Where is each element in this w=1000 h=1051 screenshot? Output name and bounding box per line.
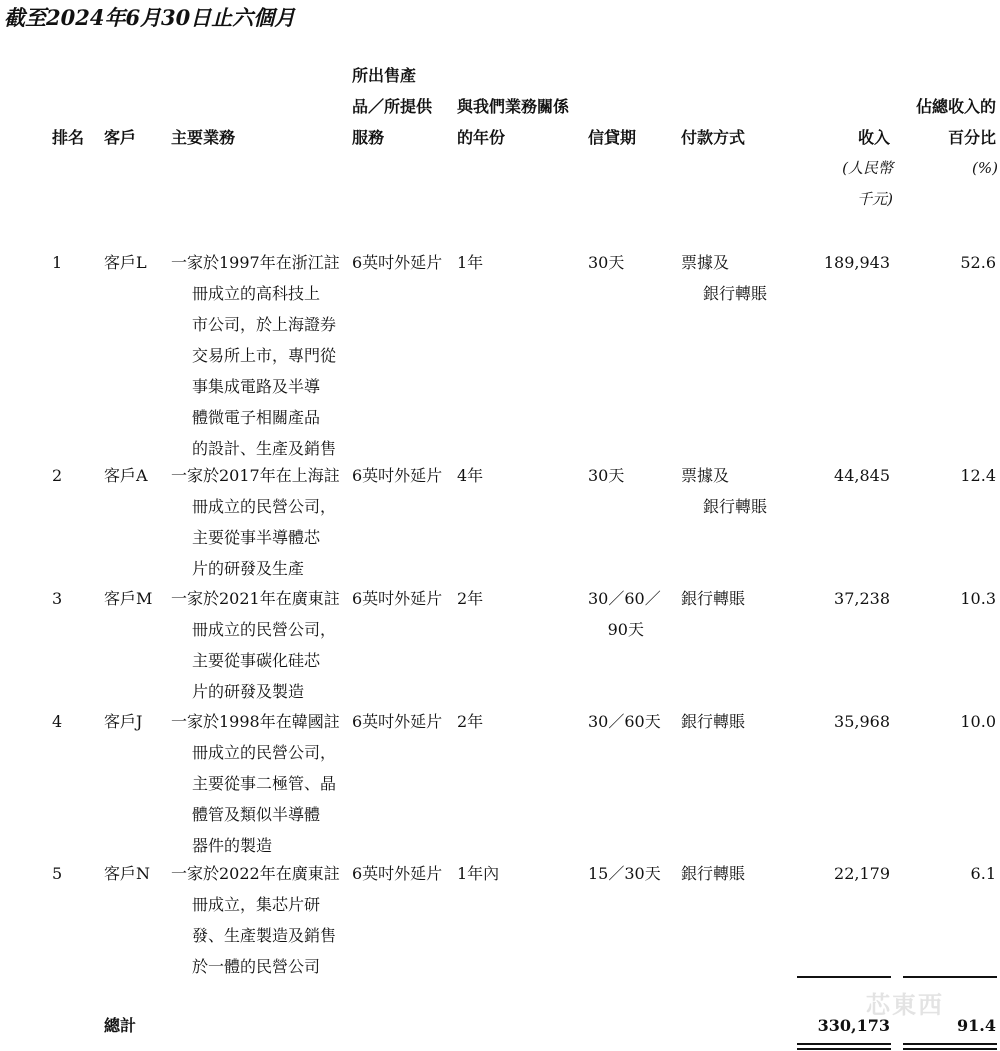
payment-line: 票據及 — [681, 253, 730, 272]
header-product-line-3: 服務 — [352, 128, 385, 147]
header-years-line-1: 與我們業務關係 — [457, 97, 570, 116]
credit-line: 30／60／ — [588, 589, 661, 608]
business-line: 主要從事二極管、晶 — [192, 774, 337, 793]
business-line: 冊成立的民營公司， — [192, 743, 337, 762]
total-label: 總計 — [104, 1016, 137, 1035]
header-product-line-2: 品／所提供 — [352, 97, 433, 116]
business-line: 發、生產製造及銷售 — [192, 926, 337, 945]
header-revenue: 收入 — [857, 128, 890, 147]
business-line: 一家於2021年在廣東註 — [171, 589, 340, 608]
business-line: 冊成立的民營公司， — [192, 497, 337, 516]
product-cell: 6英吋外延片 — [352, 712, 443, 731]
business-line: 主要從事半導體芯 — [192, 528, 321, 547]
revenue-cell: 22,179 — [834, 864, 890, 883]
revenue-cell: 189,943 — [823, 253, 890, 272]
business-line: 冊成立，集芯片研 — [192, 895, 321, 914]
business-line: 冊成立的高科技上 — [192, 284, 321, 303]
business-line: 一家於2022年在廣東註 — [171, 864, 340, 883]
credit-line: 30天 — [588, 253, 625, 272]
header-pct-line-1: 佔總收入的 — [915, 97, 996, 116]
revenue-cell: 35,968 — [834, 712, 890, 731]
credit-line: 15／30天 — [588, 864, 661, 883]
customer-cell: 客戶L — [104, 253, 147, 272]
header-revenue-unit-1: (人民幣 — [842, 159, 893, 177]
total-double-rule-pct — [903, 1043, 997, 1045]
payment-line: 銀行轉賬 — [681, 864, 746, 883]
revenue-cell: 44,845 — [834, 466, 890, 485]
years-cell: 1年內 — [457, 864, 500, 883]
customer-cell: 客戶A — [104, 466, 148, 485]
header-years-line-2: 的年份 — [457, 128, 506, 147]
rank-cell: 1 — [52, 253, 63, 272]
total-rule-pct — [903, 976, 997, 978]
header-customer: 客戶 — [104, 128, 137, 147]
header-product-line-1: 所出售產 — [352, 66, 417, 85]
business-line: 交易所上市，專門從 — [192, 346, 337, 365]
product-cell: 6英吋外延片 — [352, 253, 443, 272]
total-double-rule-pct-2 — [903, 1048, 997, 1050]
business-line: 一家於2017年在上海註 — [171, 466, 340, 485]
customer-cell: 客戶J — [104, 712, 143, 731]
customer-cell: 客戶N — [104, 864, 151, 883]
header-credit: 信貸期 — [588, 128, 637, 147]
business-line: 的設計、生產及銷售 — [192, 439, 337, 458]
rank-cell: 3 — [52, 589, 63, 608]
business-line: 一家於1997年在浙江註 — [171, 253, 340, 272]
header-revenue-unit-2: 千元) — [857, 190, 893, 208]
rank-cell: 4 — [52, 712, 63, 731]
total-revenue: 330,173 — [817, 1016, 890, 1035]
pct-cell: 10.3 — [960, 589, 996, 608]
header-business: 主要業務 — [171, 128, 236, 147]
business-line: 事集成電路及半導 — [192, 377, 321, 396]
business-line: 片的研發及製造 — [192, 682, 305, 701]
payment-line: 銀行轉賬 — [681, 712, 746, 731]
rank-cell: 2 — [52, 466, 63, 485]
pct-cell: 52.6 — [960, 253, 996, 272]
product-cell: 6英吋外延片 — [352, 589, 443, 608]
years-cell: 2年 — [457, 712, 484, 731]
payment-line: 銀行轉賬 — [703, 284, 768, 303]
total-rule-revenue — [797, 976, 891, 978]
header-pct-unit: (%) — [972, 159, 998, 177]
watermark-logo: 芯東西 — [866, 991, 944, 1019]
total-double-rule-revenue-2 — [797, 1048, 891, 1050]
years-cell: 4年 — [457, 466, 484, 485]
header-pct-line-2: 百分比 — [947, 128, 996, 147]
credit-line: 30天 — [588, 466, 625, 485]
business-line: 器件的製造 — [192, 836, 273, 855]
pct-cell: 10.0 — [960, 712, 996, 731]
product-cell: 6英吋外延片 — [352, 466, 443, 485]
business-line: 片的研發及生產 — [192, 559, 305, 578]
business-line: 一家於1998年在韓國註 — [171, 712, 340, 731]
header-payment: 付款方式 — [681, 128, 746, 147]
business-line: 冊成立的民營公司， — [192, 620, 337, 639]
pct-cell: 12.4 — [960, 466, 996, 485]
header-rank: 排名 — [52, 128, 85, 147]
page-title: 截至2024年6月30日止六個月 — [4, 5, 296, 30]
credit-line: 30／60天 — [588, 712, 661, 731]
business-line: 市公司，於上海證券 — [192, 315, 337, 334]
payment-line: 銀行轉賬 — [703, 497, 768, 516]
rank-cell: 5 — [52, 864, 63, 883]
total-pct: 91.4 — [957, 1016, 996, 1035]
business-line: 體微電子相關產品 — [192, 408, 321, 427]
business-line: 主要從事碳化硅芯 — [192, 651, 321, 670]
business-line: 於一體的民營公司 — [192, 957, 321, 976]
revenue-cell: 37,238 — [834, 589, 890, 608]
business-line: 體管及類似半導體 — [192, 805, 321, 824]
total-double-rule-revenue — [797, 1043, 891, 1045]
years-cell: 1年 — [457, 253, 484, 272]
years-cell: 2年 — [457, 589, 484, 608]
product-cell: 6英吋外延片 — [352, 864, 443, 883]
payment-line: 票據及 — [681, 466, 730, 485]
credit-line: 90天 — [607, 620, 644, 639]
customer-cell: 客戶M — [104, 589, 153, 608]
payment-line: 銀行轉賬 — [681, 589, 746, 608]
pct-cell: 6.1 — [970, 864, 996, 883]
